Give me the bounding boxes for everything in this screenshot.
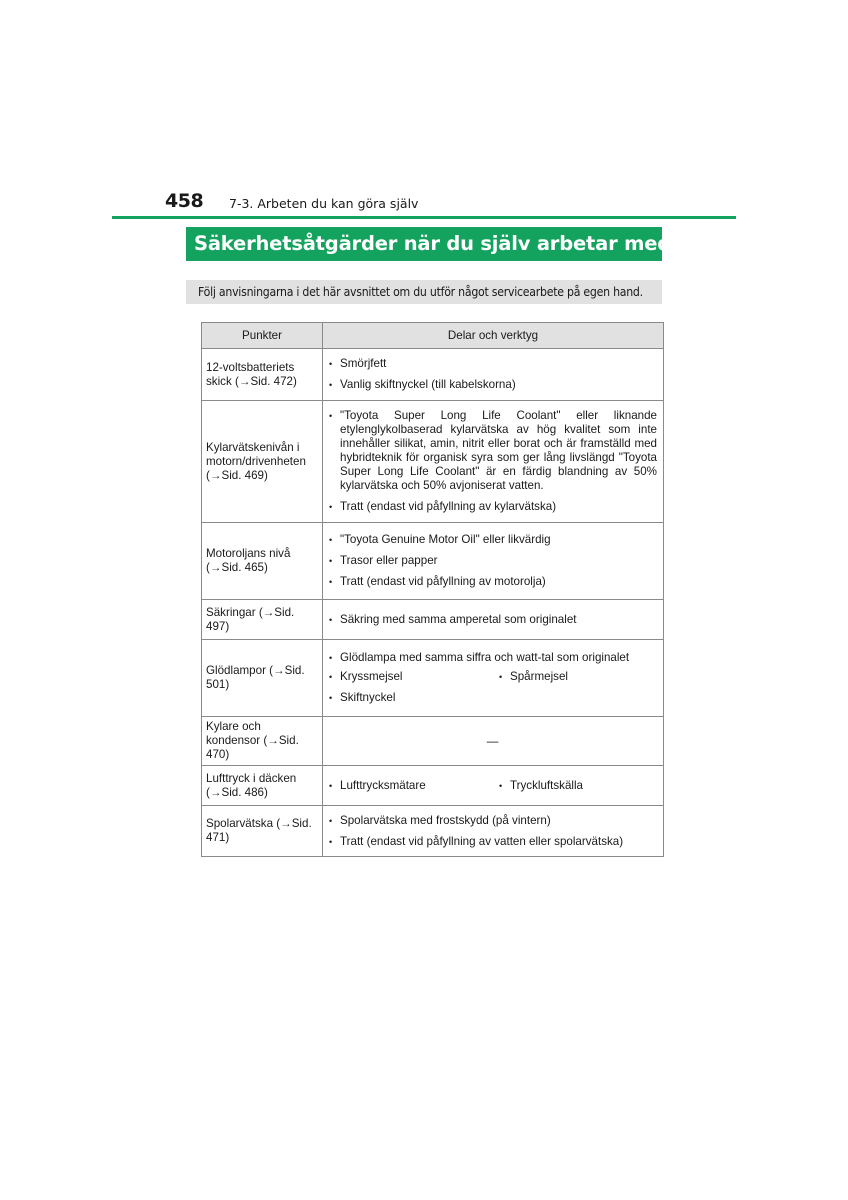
list-item: • Glödlampa med samma siffra och watt-tal som originalet (328, 651, 657, 665)
column-header-points: Punkter (202, 323, 323, 349)
row-point: Spolarvätska (→Sid. 471) (202, 806, 323, 857)
list-item: • Tratt (endast vid påfyllning av vatten eller spolarvätska) (328, 835, 657, 849)
table-row (202, 600, 664, 640)
row-point: 12-voltsbatteriets skick (→Sid. 472) (202, 349, 323, 401)
section-reference: 7-3. Arbeten du kan göra själv (229, 196, 419, 211)
row-items (323, 640, 664, 717)
row-point: Motoroljans nivå (→Sid. 465) (202, 523, 323, 600)
row-items (323, 349, 664, 401)
list-item: • "Toyota Super Long Life Coolant" eller liknande etylenglykolbaserad kylarvätska av hög kvalitet som inte innehåller silikat, amin, nitrit eller borat och är framställd med hybridteknik för organisk syra som ger lång livslängd "Toyota Super Long Life Coolant" är en färdig blandning av 50% kylarvätska och 50% avjoniserat vatten. (328, 409, 657, 493)
row-items (323, 806, 664, 857)
row-point: Glödlampor (→Sid. 501) (202, 640, 323, 717)
row-point: Lufttryck i däcken (→Sid. 486) (202, 766, 323, 806)
row-items (323, 600, 664, 640)
table-row (202, 766, 664, 806)
table-header-row (202, 323, 664, 349)
list-item: • Säkring med samma amperetal som originalet (328, 613, 657, 627)
list-item: • Trasor eller papper (328, 554, 657, 568)
list-item: • "Toyota Genuine Motor Oil" eller likvärdig (328, 533, 657, 547)
table-row (202, 401, 664, 523)
list-item: • Skiftnyckel (328, 691, 657, 705)
header-rule (112, 216, 736, 219)
section-title: Säkerhetsåtgärder när du själv arbetar med bilen (186, 227, 662, 261)
intro-text: Följ anvisningarna i det här avsnittet om du utför något servicearbete på egen hand. (186, 280, 662, 304)
list-item: • Lufttrycksmätare (328, 779, 498, 793)
table-row (202, 717, 664, 766)
list-item: • Vanlig skiftnyckel (till kabelskorna) (328, 378, 657, 392)
row-items (323, 401, 664, 523)
list-item: • Spårmejsel (498, 670, 568, 684)
list-item: • Spolarvätska med frostskydd (på vintern) (328, 814, 657, 828)
table-row (202, 806, 664, 857)
row-items (323, 523, 664, 600)
row-items (323, 766, 664, 806)
table-row (202, 640, 664, 717)
row-items-empty: — (323, 717, 664, 766)
list-item: • Smörjfett (328, 357, 657, 371)
column-header-parts-tools: Delar och verktyg (323, 323, 664, 349)
row-point: Säkringar (→Sid. 497) (202, 600, 323, 640)
table-row (202, 523, 664, 600)
page-number: 458 (165, 190, 204, 212)
list-item: • Tratt (endast vid påfyllning av kylarvätska) (328, 500, 657, 514)
table-row (202, 349, 664, 401)
row-point: Kylarvätskenivån i motorn/drivenheten (→Sid. 469) (202, 401, 323, 523)
row-point: Kylare och kondensor (→Sid. 470) (202, 717, 323, 766)
parts-and-tools-table (201, 322, 664, 857)
list-item: • Tratt (endast vid påfyllning av motorolja) (328, 575, 657, 589)
list-item: • Tryckluftskälla (498, 779, 583, 793)
list-item: • Kryssmejsel (328, 670, 498, 684)
